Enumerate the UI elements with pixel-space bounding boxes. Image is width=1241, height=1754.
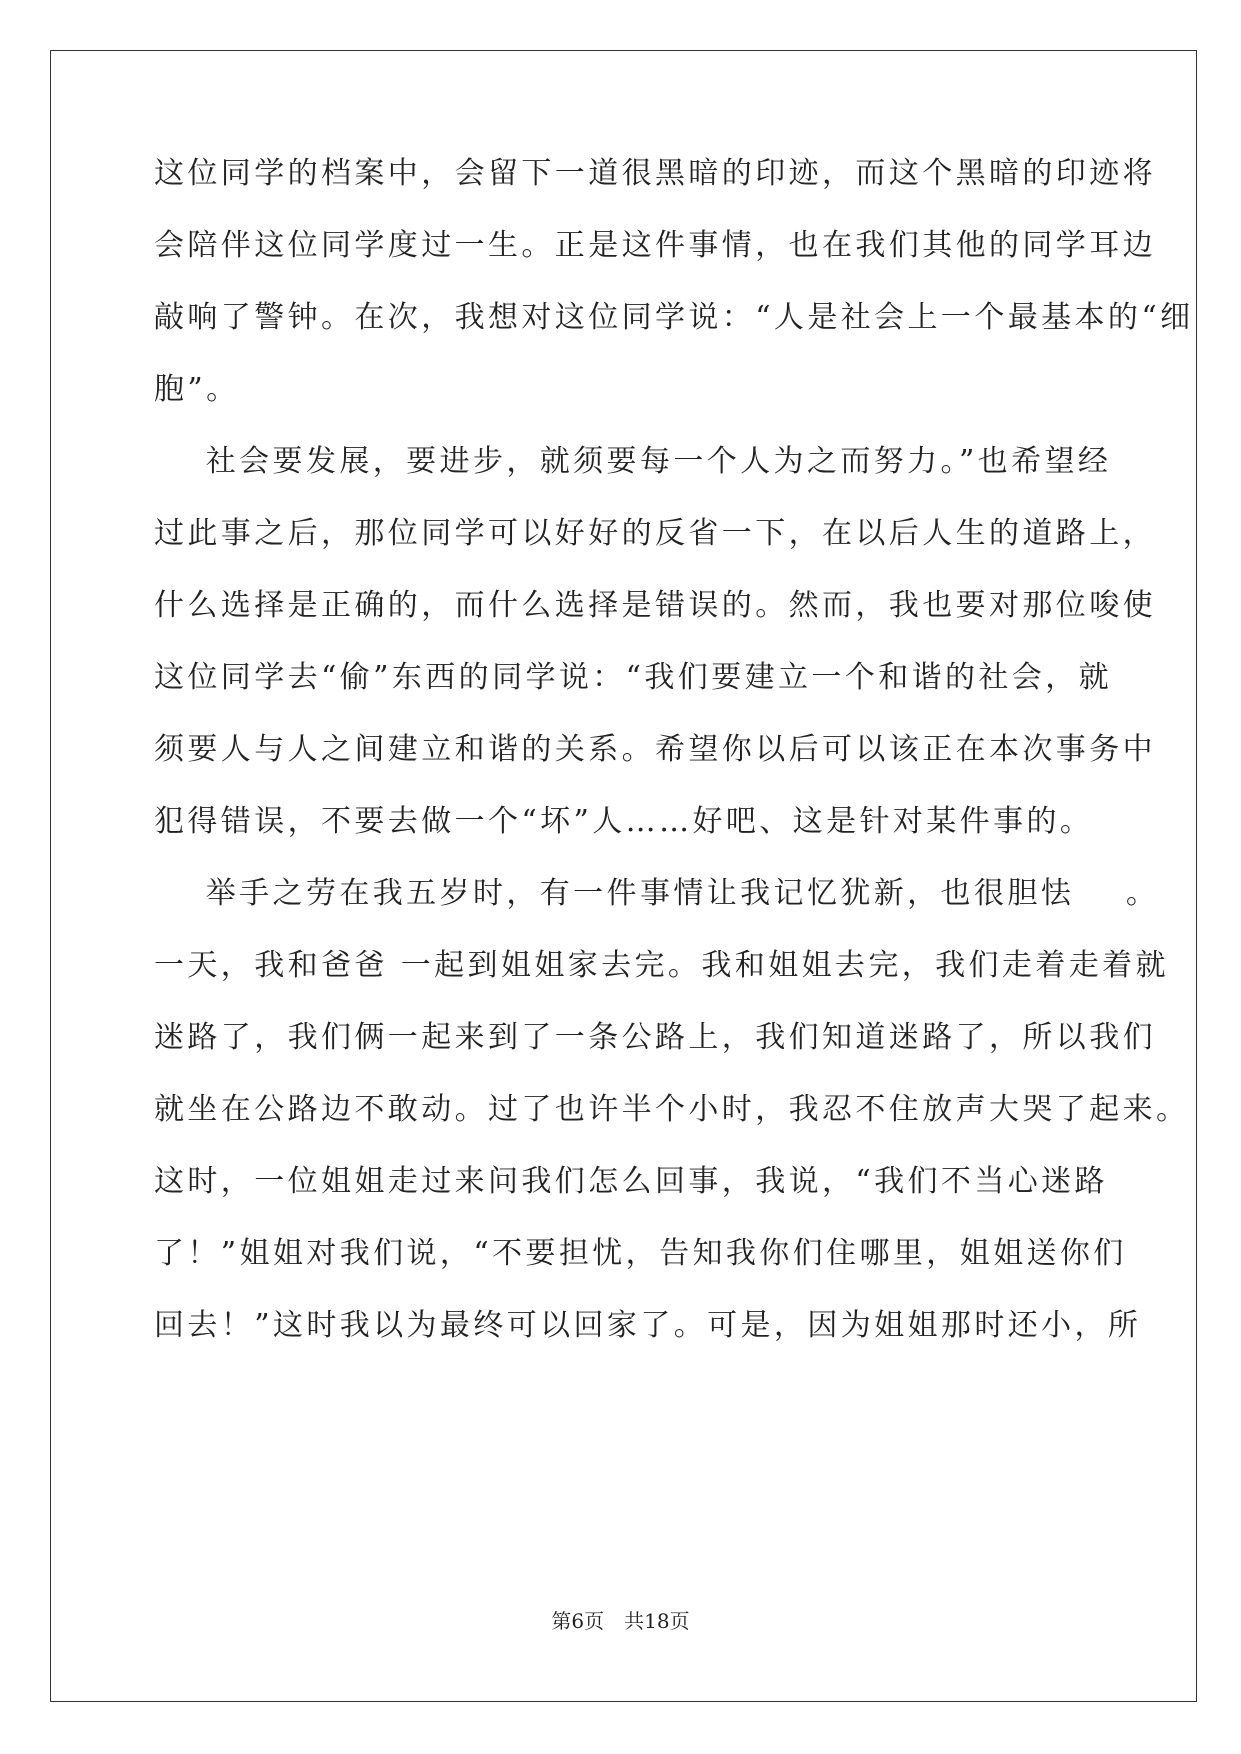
text-line: 须要人与人之间建立和谐的关系。希望你以后可以该正在本次事务中	[154, 732, 1156, 767]
text-line: 过此事之后，那位同学可以好好的反省一下，在以后人生的道路上，	[154, 516, 1156, 551]
text-line: 敲响了警钟。在次，我想对这位同学说：“人是社会上一个最基本的“细	[154, 300, 1194, 335]
text-line: 就坐在公路边不敢动。过了也许半个小时，我忍不住放声大哭了起来。	[154, 1092, 1190, 1127]
text-line: 什么选择是正确的，而什么选择是错误的。然而，我也要对那位唆使	[154, 588, 1156, 623]
text-line: 一天，我和爸爸 一起到姐姐家去完。我和姐姐去完，我们走着走着就	[154, 948, 1169, 983]
text-line: 这时，一位姐姐走过来问我们怎么回事，我说，“我们不当心迷路	[154, 1164, 1108, 1199]
text-line: 回去！”这时我以为最终可以回家了。可是，因为姐姐那时还小，所	[154, 1308, 1142, 1343]
text-line: 胞”。	[154, 372, 240, 407]
text-line: 这位同学去“偷”东西的同学说：“我们要建立一个和谐的社会，就	[154, 660, 1113, 695]
text-line: 社会要发展，要进步，就须要每一个人为之而努力。”也希望经	[154, 444, 1112, 479]
text-line: 迷路了，我们俩一起来到了一条公路上，我们知道迷路了，所以我们	[154, 1020, 1156, 1055]
text-line: 举手之劳在我五岁时，有一件事情让我记忆犹新，也很胆怯 。	[154, 876, 1160, 911]
page-number-footer: 第6页 共18页	[551, 1609, 690, 1633]
text-line: 了！”姐姐对我们说，“不要担忧，告知我你们住哪里，姐姐送你们	[154, 1236, 1127, 1271]
text-line: 这位同学的档案中，会留下一道很黑暗的印迹，而这个黑暗的印迹将	[154, 156, 1156, 191]
text-line: 犯得错误，不要去做一个“坏”人……好吧、这是针对某件事的。	[154, 804, 1094, 839]
text-line: 会陪伴这位同学度过一生。正是这件事情，也在我们其他的同学耳边	[154, 228, 1156, 263]
